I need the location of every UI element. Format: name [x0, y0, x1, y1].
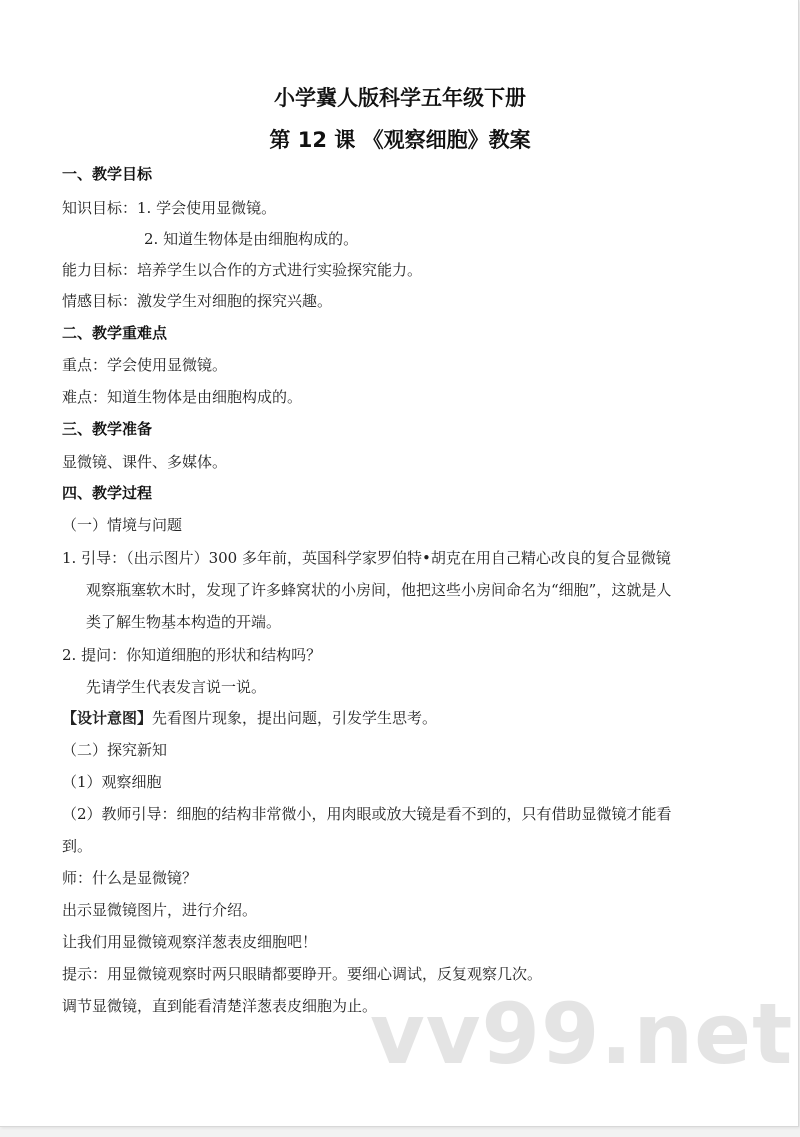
adjust-microscope: 调节显微镜，直到能看清楚洋葱表皮细胞为止。 — [62, 997, 378, 1015]
process-item-1-line-3: 类了解生物基本构造的开端。 — [86, 613, 282, 631]
section-heading-process: 四、教学过程 — [62, 484, 153, 502]
lesson-title: 第 12 课 《观察细胞》教案 — [269, 128, 531, 152]
process-part-1: （一）情境与问题 — [62, 516, 183, 534]
process-sub-2-line-2: 到。 — [62, 837, 93, 855]
process-item-2-line-2: 先请学生代表发言说一说。 — [86, 678, 267, 696]
emotion-goal: 情感目标：激发学生对细胞的探究兴趣。 — [62, 292, 333, 310]
preparation-materials: 显微镜、课件、多媒体。 — [62, 453, 228, 471]
key-point: 重点：学会使用显微镜。 — [62, 356, 228, 374]
design-intent-label: 【设计意图】 — [62, 709, 153, 727]
observe-onion-cells: 让我们用显微镜观察洋葱表皮细胞吧！ — [62, 933, 318, 951]
ability-goal: 能力目标：培养学生以合作的方式进行实验探究能力。 — [62, 261, 423, 279]
section-heading-objectives: 一、教学目标 — [62, 165, 153, 183]
process-item-2-line-1: 2. 提问：你知道细胞的形状和结构吗？ — [62, 646, 322, 664]
watermark: vv99.net — [370, 985, 794, 1083]
process-item-1-line-2: 观察瓶塞软木时，发现了许多蜂窝状的小房间，他把这些小房间命名为“细胞”，这就是人 — [86, 581, 672, 599]
show-microscope-picture: 出示显微镜图片，进行介绍。 — [62, 901, 258, 919]
process-sub-1: （1）观察细胞 — [62, 773, 162, 791]
difficult-point: 难点：知道生物体是由细胞构成的。 — [62, 388, 303, 406]
observation-tip: 提示：用显微镜观察时两只眼睛都要睁开。要细心调试，反复观察几次。 — [62, 965, 543, 983]
document-title: 小学冀人版科学五年级下册 — [274, 86, 526, 110]
process-sub-2-line-1: （2）教师引导：细胞的结构非常微小，用肉眼或放大镜是看不到的，只有借助显微镜才能看 — [62, 805, 672, 823]
section-heading-key-points: 二、教学重难点 — [62, 324, 168, 342]
design-intent-text: 先看图片现象，提出问题，引发学生思考。 — [152, 709, 438, 727]
knowledge-goal-1: 知识目标：1. 学会使用显微镜。 — [62, 199, 277, 217]
section-heading-preparation: 三、教学准备 — [62, 420, 153, 438]
process-item-1-line-1: 1. 引导：（出示图片）300 多年前，英国科学家罗伯特•胡克在用自己精心改良的复合显微镜 — [62, 549, 671, 567]
knowledge-goal-2: 2. 知道生物体是由细胞构成的。 — [144, 230, 359, 248]
design-intent — [62, 707, 437, 729]
process-part-2: （二）探究新知 — [62, 741, 168, 759]
teacher-question: 师：什么是显微镜？ — [62, 869, 198, 887]
